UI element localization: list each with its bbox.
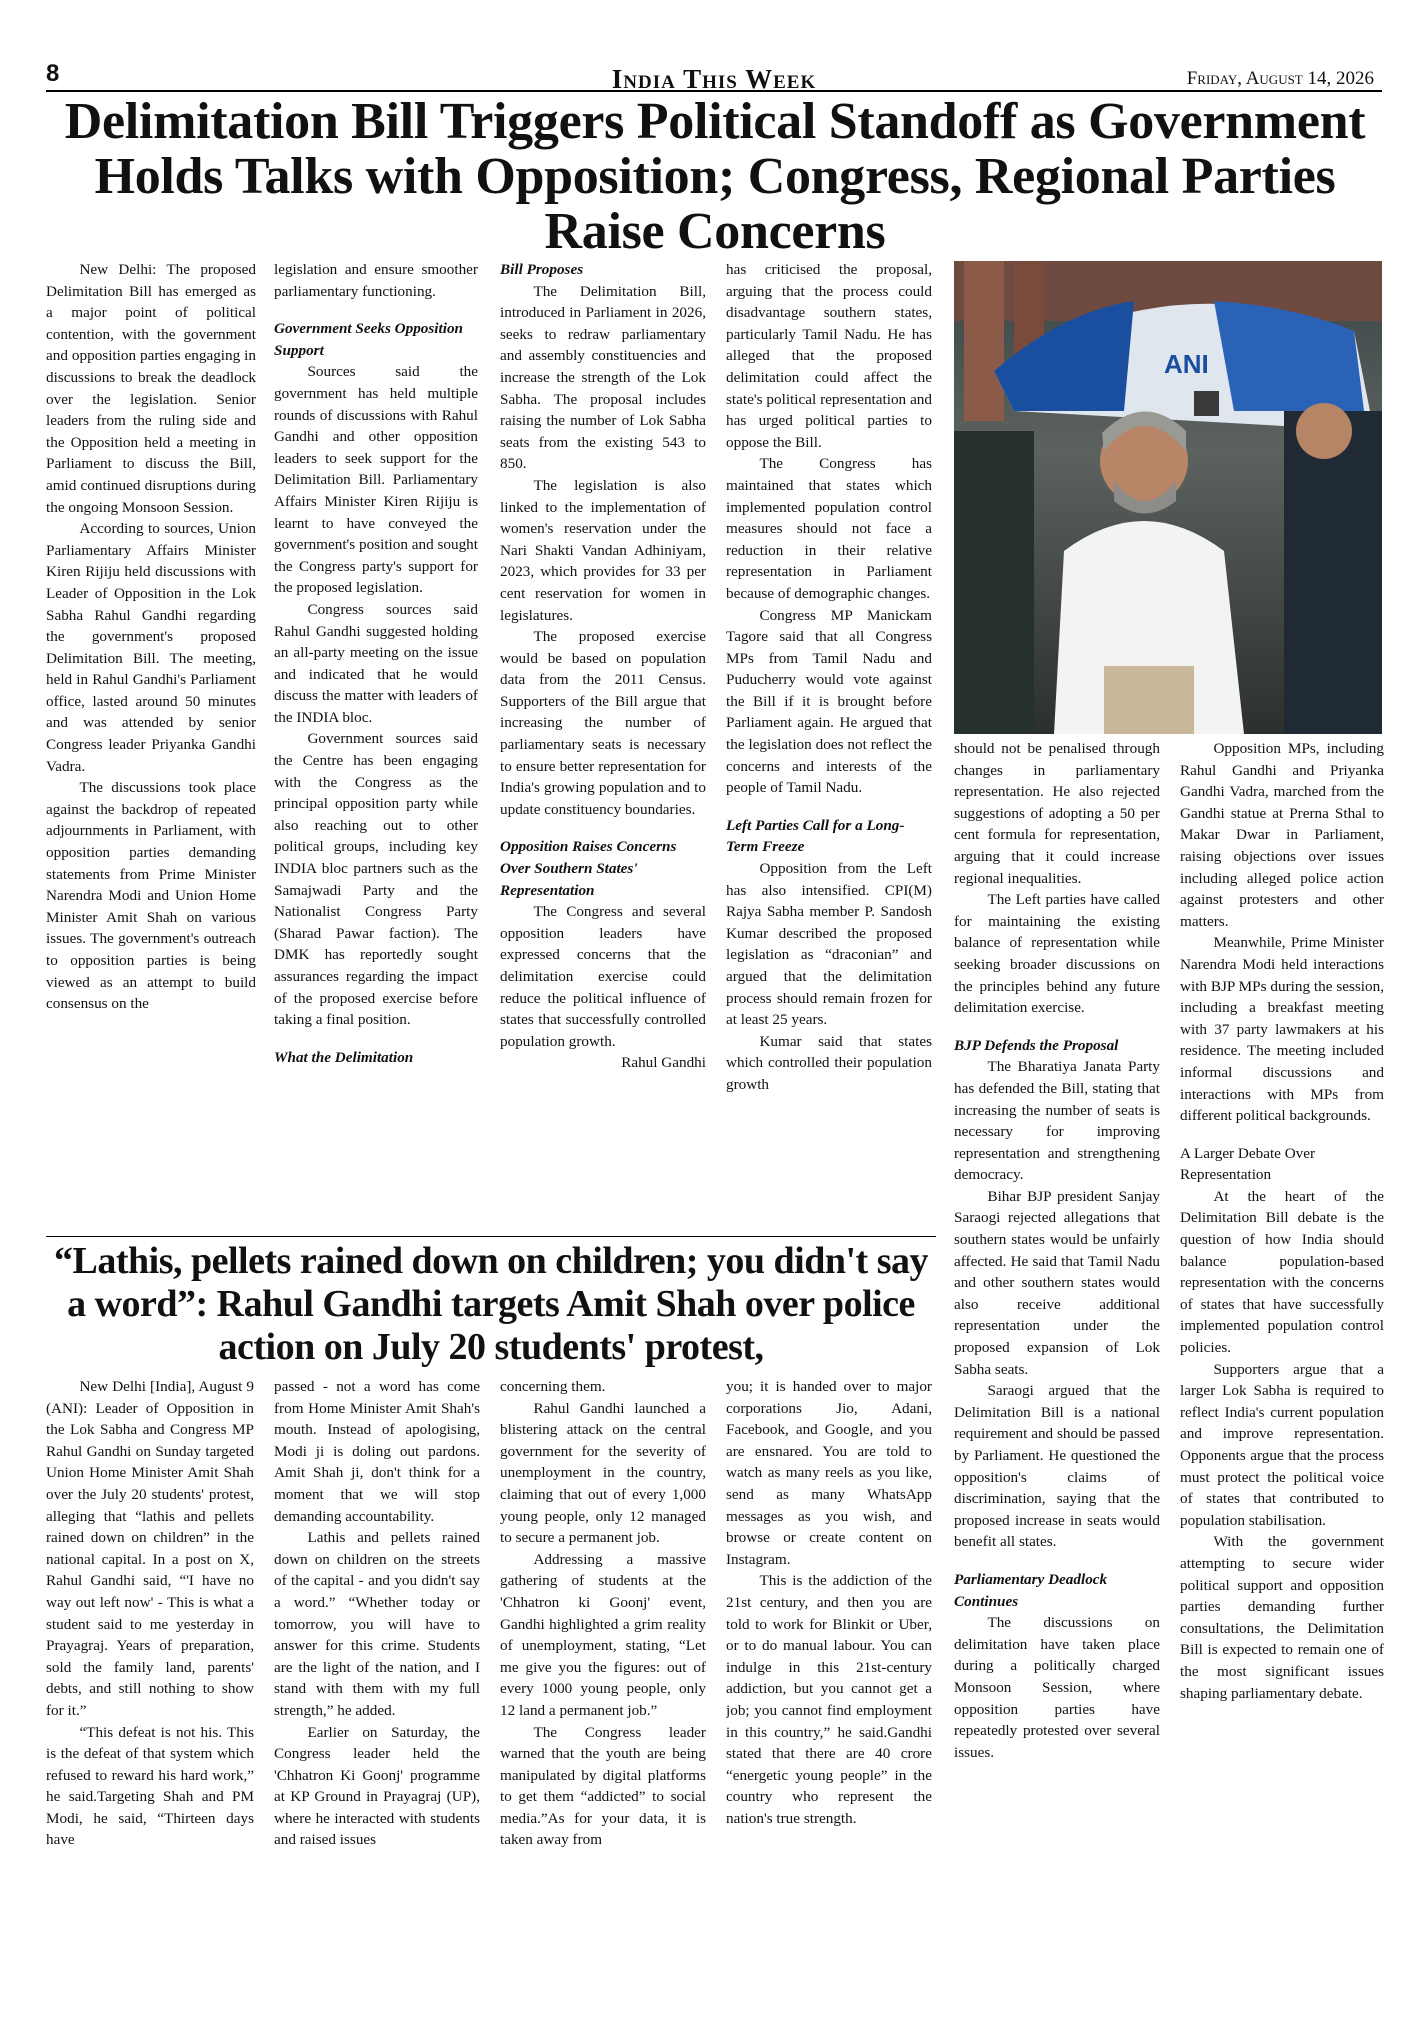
news-photo [954,261,1382,734]
paragraph: Congress MP Manickam Tagore said that all Congress MPs from Tamil Nadu and Puducherry would vote against the Bill if it is brought before Parliament again. He argued that the legislation does not reflect the concerns and interests of the people of Tamil Nadu. [726,606,932,797]
section-divider [46,1236,936,1237]
subheading: Left Parties Call for a Long-Term Freeze [726,816,905,856]
paragraph: you; it is handed over to major corporations Jio, Adani, Facebook, and Google, and you are ensnared. You are told to watch as many reels as you like, send as many WhatsApp messages as you wish, and browse or create content on Instagram. [726,1378,932,1568]
paragraph: Earlier on Saturday, the Congress leader held the 'Chhatron Ki Goonj' programme at KP Ground in Prayagraj (UP), where he interacted with students and raised issues [274,1723,480,1849]
subheading: BJP Defends the Proposal [954,1036,1119,1054]
subheading: A Larger Debate Over Representation [1180,1144,1316,1184]
paragraph: Sources said the government has held multiple rounds of discussions with Rahul Gandhi and other opposition leaders to seek support for the Delimitation Bill. Parliamentary Affairs Minister Kiren Rijiju is learnt to have conveyed the government's position and sought the Congress party's support for the proposed legislation. [274,363,478,597]
article2-column-1 [46,1376,254,1988]
paragraph: Lathis and pellets rained down on children on the streets of the capital - and you didn't say a word.” “Whether today or tomorrow, you will have to answer for this crime. Students are the light of the nation, and I stand with them with my full strength,” he added. [274,1529,480,1719]
second-headline: “Lathis, pellets rained down on children; you didn't say a word”: Rahul Gandhi targets Amit Shah over police action on July 20 students' protest, [54,1240,928,1368]
article-column-4 [726,259,932,1234]
issue-date: Friday, August 14, 2026 [1186,68,1374,89]
paragraph: Addressing a massive gathering of students at the 'Chhatron ki Goonj' event, Gandhi highlighted a grim reality of unemployment, stating, “Let me give you the figures: out of every 1000 young people, only 12 land a permanent job.” [500,1550,706,1719]
paragraph: Opposition MPs, including Rahul Gandhi and Priyanka Gandhi Vadra, marched from the Gandhi statue at Prerna Sthal to Makar Dwar in Parliament, raising objections over issues including alleged police action against protesters and other matters. [1180,740,1384,930]
umbrella-logo-text: ANI [1164,349,1209,379]
paragraph: The proposed exercise would be based on population data from the 2011 Census. Supporters of the Bill argue that increasing the number of parliamentary seats is necessary to ensure better representation for India's growing population and to update constituency boundaries. [500,628,706,818]
article-column-2 [274,259,478,1234]
subheading: Parliamentary Deadlock Continues [954,1570,1108,1610]
photo-illustration [954,261,1382,734]
article2-column-4 [726,1376,932,1988]
subheading: Opposition Raises Concerns Over Southern States' Representation [500,838,677,899]
article2-column-3 [500,1376,706,1988]
paragraph: The Congress and several opposition leaders have expressed concerns that the delimitation exercise could reduce the political influence of states that successfully controlled population growth. [500,903,706,1050]
paragraph: Supporters argue that a larger Lok Sabha is required to reflect India's current population and improve representation. Opponents argue that the process must protect the political voice of states that contributed to population stabilisation. [1180,1360,1384,1529]
paragraph: Congress sources said Rahul Gandhi suggested holding an all-party meeting on the issue and indicated that he would discuss the matter with leaders of the INDIA bloc. [274,600,478,726]
paragraph: Rahul Gandhi launched a blistering attack on the central government for the severity of unemployment in the country, claiming that out of every 1,000 young people, only 12 managed to secure a permanent job. [500,1399,706,1547]
paragraph: The Congress leader warned that the youth are being manipulated by digital platforms to get them “addicted” to social media.”As for your data, it is taken away from [500,1723,706,1849]
paragraph: The legislation is also linked to the implementation of women's reservation under the Nari Shakti Vandan Adhiniyam, 2023, which provides for 33 per cent reservation for women in legislatures. [500,476,706,624]
main-headline: Delimitation Bill Triggers Political Standoff as Government Holds Talks with Opposition; Congress, Regional Parties Raise Concerns [64,93,1366,260]
page-number: 8 [46,60,60,87]
newspaper-name: India This Week [611,64,817,94]
paragraph: New Delhi: The proposed Delimitation Bill has emerged as a major point of political contention, with the government and opposition parties engaging in discussions to break the deadlock over the legislation. Senior leaders from the ruling side and the Opposition held a meeting in Parliament to discuss the Bill, amid continued disruptions during the ongoing Monsoon Session. [46,261,256,516]
subheading: Bill Proposes [500,261,584,278]
paragraph: legislation and ensure smoother parliamentary functioning. [274,261,478,300]
article-column-6 [1180,738,1384,1988]
paragraph: Meanwhile, Prime Minister Narendra Modi held interactions with BJP MPs during the session, including a breakfast meeting with 37 party lawmakers at his residence. The meeting included informal discussions and interactions with MPs from different political backgrounds. [1180,934,1384,1125]
paragraph: According to sources, Union Parliamentary Affairs Minister Kiren Rijiju held discussions with Leader of Opposition in the Lok Sabha Rahul Gandhi regarding the government's proposed Delimitation Bill. The meeting, held in Rahul Gandhi's Parliament office, lasted around 50 minutes and was attended by senior Congress leader Priyanka Gandhi Vadra. [46,520,256,775]
paragraph: With the government attempting to secure wider political support and opposition parties demanding further consultations, the Delimitation Bill is expected to remain one of the most significant issues shaping parliamentary debate. [1180,1533,1384,1702]
paragraph: Opposition from the Left has also intensified. CPI(M) Rajya Sabha member P. Sandosh Kumar described the proposed legislation as “draconian” and argued that the delimitation process should remain frozen for at least 25 years. [726,860,932,1029]
paragraph: The discussions on delimitation have taken place during a politically charged Monsoon Session, where opposition parties have repeatedly protested over several issues. [954,1614,1160,1761]
paragraph: Government sources said the Centre has been engaging with the Congress as the principal opposition party while also reaching out to other political groups, including key INDIA bloc partners such as the Samajwadi Party and the Nationalist Congress Party (Sharad Pawar faction). The DMK has reportedly sought assurances regarding the impact of the proposed exercise before taking a final position. [274,730,478,1029]
article-column-3 [500,259,706,1234]
subheading: Government Seeks Opposition Support [274,320,464,359]
paragraph: The Delimitation Bill, introduced in Parliament in 2026, seeks to redraw parliamentary and assembly constituencies and increase the strength of the Lok Sabha. The proposal includes raising the number of Lok Sabha seats from the existing 543 to 850. [500,282,706,473]
paragraph: New Delhi [India], August 9 (ANI): Leader of Opposition in the Lok Sabha and Congress MP Rahul Gandhi on Sunday targeted Union Home Minister Amit Shah over the July 20 students' protest, alleging that “lathis and pellets rained down on children” in the national capital. In a post on X, Rahul Gandhi said, “'I have no way out left now' - This is what a student said to me yesterday in Prayagraj. Years of preparation, sold the family land, parents' debts, and still nothing to show for it.” [46,1378,254,1719]
paragraph: passed - not a word has come from Home Minister Amit Shah's mouth. Instead of apologising, Modi ji is doling out pardons. Amit Shah ji, don't think for a moment that we will stop demanding accountability. [274,1378,480,1525]
paragraph: At the heart of the Delimitation Bill debate is the question of how India should balance population-based representation with the concerns of states that have successfully implemented population control policies. [1180,1187,1384,1357]
paragraph: Kumar said that states which controlled their population growth [726,1032,932,1093]
paragraph: Bihar BJP president Sanjay Saraogi rejected allegations that southern states would be unfairly affected. He said that Tamil Nadu and other southern states would also receive additional representation under the proposed expansion of Lok Sabha seats. [954,1187,1160,1378]
masthead [46,58,1382,92]
paragraph: “This defeat is not his. This is the defeat of that system which refused to reward his hard work,” he said.Targeting Shah and PM Modi, he said, “Thirteen days have [46,1723,254,1849]
paragraph: should not be penalised through changes in parliamentary representation. He also rejected suggestions of adopting a 50 per cent formula for representation, arguing that it could increase regional inequalities. [954,740,1160,887]
subheading: What the Delimitation [274,1048,414,1066]
paragraph: The Left parties have called for maintaining the existing balance of representation while seeking broader discussions on the principles behind any future delimitation exercise. [954,891,1160,1017]
paragraph: This is the addiction of the 21st century, and then you are told to work for Blinkit or Uber, or to do manual labour. You can indulge in this 21st-century addiction, but you cannot get a job; you cannot find employment in this country,” he said.Gandhi stated that there are 40 crore “energetic young people” in the country who represent the nation's true strength. [726,1572,932,1827]
article2-column-2 [274,1376,480,1988]
paragraph: Saraogi argued that the Delimitation Bill is a national requirement and should be passed by Parliament. He questioned the opposition's claims of discrimination, saying that the proposed increase in seats would benefit all states. [954,1382,1160,1551]
paragraph: The discussions took place against the backdrop of repeated adjournments in Parliament, with opposition parties demanding statements from Prime Minister Narendra Modi and Union Home Minister Amit Shah on various issues. The government's outreach to opposition parties is being viewed as an attempt to build consensus on the [46,779,256,1013]
paragraph: has criticised the proposal, arguing that the process could disadvantage southern states, particularly Tamil Nadu. He has alleged that the proposed delimitation could affect the state's political representation and has urged political parties to oppose the Bill. [726,261,932,451]
paragraph: concerning them. [500,1378,606,1395]
article-column-1 [46,259,256,1234]
article-column-5 [954,738,1160,1988]
paragraph: Rahul Gandhi [621,1054,706,1072]
paragraph: The Congress has maintained that states which implemented population control measures should not face a reduction in their relative representation in Parliament because of demographic changes. [726,455,932,602]
paragraph: The Bharatiya Janata Party has defended the Bill, stating that increasing the number of seats is necessary for improving representation and strengthening democracy. [954,1058,1160,1184]
